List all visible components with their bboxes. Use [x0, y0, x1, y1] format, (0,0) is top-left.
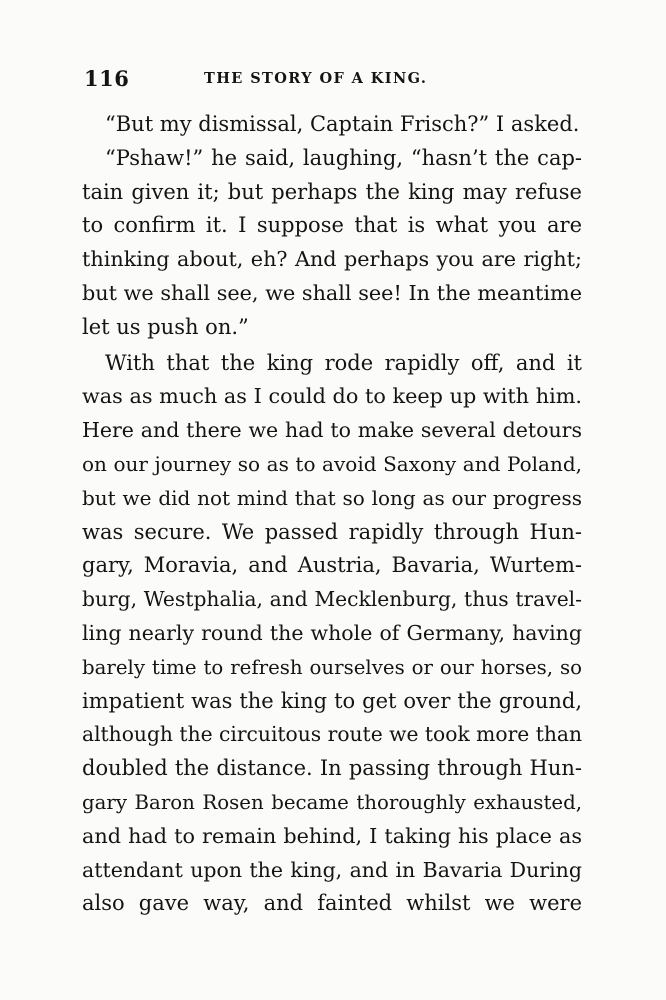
text-line: gary, Moravia, and Austria, Bavaria, Wurtem-: [82, 553, 582, 578]
running-title: THE STORY OF A KING.: [204, 70, 428, 87]
text-line: was as much as I could do to keep up with him.: [82, 384, 582, 409]
text-line: ling nearly round the whole of Germany, having: [82, 620, 582, 645]
text-line: Here and there we had to make several detours: [82, 418, 582, 443]
text-line: but we did not mind that so long as our progress: [82, 485, 582, 510]
text-line: on our journey so as to avoid Saxony and Poland,: [82, 451, 582, 476]
text-line: doubled the distance. In passing through Hun-: [82, 756, 582, 781]
text-line: attendant upon the king, and in Bavaria During: [82, 857, 582, 882]
text-line: tain given it; but perhaps the king may refuse: [82, 179, 582, 204]
text-line: also gave way, and fainted whilst we were: [82, 891, 582, 916]
text-line: barely time to refresh ourselves or our horses, so: [82, 655, 582, 679]
text-line: let us push on.”: [82, 314, 249, 339]
text-line: “Pshaw!” he said, laughing, “hasn’t the cap-: [105, 145, 582, 170]
text-line: although the circuitous route we took more than: [82, 722, 582, 747]
text-line: gary Baron Rosen became thoroughly exhausted,: [82, 790, 582, 814]
text-line: was secure. We passed rapidly through Hun-: [82, 519, 582, 544]
text-line: burg, Westphalia, and Mecklenburg, thus travel-: [82, 587, 582, 612]
text-line: impatient was the king to get over the ground,: [82, 688, 582, 713]
text-line: to confirm it. I suppose that is what you are: [82, 213, 582, 238]
text-line: but we shall see, we shall see! In the meantime: [82, 280, 582, 305]
text-line: “But my dismissal, Captain Frisch?” I asked.: [105, 112, 580, 136]
text-line: With that the king rode rapidly off, and it: [105, 350, 582, 375]
running-header: [84, 66, 582, 96]
text-line: thinking about, eh? And perhaps you are right;: [82, 247, 582, 272]
body-text: [82, 108, 582, 921]
page-number: 116: [84, 66, 130, 91]
text-line: and had to remain behind, I taking his place as: [82, 823, 582, 848]
